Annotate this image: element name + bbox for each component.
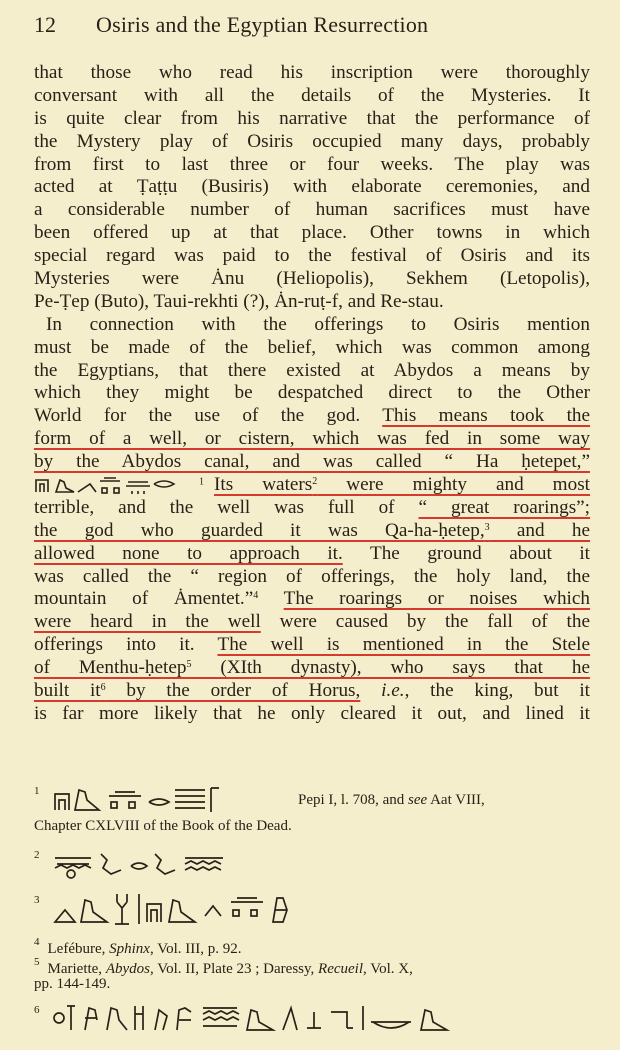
underlined-passage: This means took the [382,405,591,427]
footnote-6: 6 [34,998,491,1038]
hieroglyph-group-icon [34,474,199,498]
text-line: special regard was paid to the festival of Osiris and its [34,245,590,267]
text-line: mountain of Ȧmentet.”$^4$ The roarings or noises which [34,588,590,610]
page-header [34,8,594,42]
hieroglyph-group-icon [51,846,241,880]
text-line: been offered up at that place. Other towns in which [34,222,590,244]
text-line: Mysteries were Ȧnu (Heliopolis), Sekhem (Letopolis), [34,268,590,290]
underlined-passage: built $it^6$ by the order of Horus, [34,680,361,702]
underlined-passage: The roarings or noises which [283,588,590,610]
text-line [34,657,590,680]
running-title: Osiris and the Egyptian Resurrection [96,12,429,37]
text-line: from first to last three or four weeks. The play was [34,153,590,175]
footnote-3: 3 [34,888,381,928]
footnote-2: 2 [34,846,241,880]
text-line [34,451,590,474]
underlined-passage: allowed none to approach it. [34,542,343,564]
text-line: which they might be despatched direct to the Other [34,382,590,404]
footnote-4: $^4$ Lefébure, Sphinx, Vol. III, p. 92. [34,936,242,957]
text-line: that those who read his inscription were thoroughly [34,62,590,83]
text-line: is far more likely that he only cleared it out, and lined it [34,702,590,724]
text-line: the Mystery play of Osiris occupied many days, probably [34,130,590,152]
hieroglyph-group-icon [51,998,491,1038]
text-line: allowed none to approach it. The ground about it [34,542,590,564]
main-text [34,62,590,726]
text-line: must be made of the belief, which was common among [34,336,590,358]
underlined-passage: were heard in the well [34,611,261,633]
text-line: terrible, and the well was full of “ great roarings”; [34,496,591,518]
text-line: offerings into it. The well is mentioned in the Stele [34,634,591,656]
text-line: conversant with all the details of the Mysteries. It [34,84,590,106]
text-line: is quite clear from his narrative that the performance of [34,107,590,129]
underlined-passage: “ great roarings”; [418,496,591,518]
underlined-passage: by the Abydos canal, and was called “ Ha ḥetepet,” [34,451,590,473]
text-line: Pe-Ṭep (Buto), Taui-rekhti (?), Ȧn-ruṭ-f, and Re-stau. [34,290,444,312]
text-line: were heard in the well were caused by the fall of the [34,611,590,633]
text-line: built $it^6$ by the order of Horus, i.e., the king, but it [34,680,591,702]
text-line-hieroglyph: $^1$ Its waters$^2$ were mighty and most [34,474,590,497]
footnote-5: $^5$ Mariette, Abydos, Vol. II, Plate 23 ; Daressy, Recueil, Vol. X, [34,956,413,977]
text-line [34,520,590,543]
text-line: World for the use of the god. This means took the [34,405,591,427]
underlined-passage: the god who guarded it was Qa-ha-ḥetep,$^3$ and he [34,519,590,541]
text-line: In connection with the offerings to Osiris mention [46,313,590,335]
underlined-passage: form of a well, or cistern, which was fed in some way [34,428,590,450]
text-line: was called the “ region of offerings, the holy land, the [34,565,590,587]
footnote-1: $^1$ Pepi I, l. 708, and see Aat VIII, [34,782,590,816]
underlined-passage: The well is mentioned in the Stele [217,634,591,656]
underlined-passage: Its waters$^2$ were mighty and most [214,474,590,496]
hieroglyph-group-icon [51,782,251,816]
text-line: acted at Ṭaṭṭu (Busiris) with elaborate ceremonies, and [34,176,590,198]
text-line: the Egyptians, that there existed at Abydos a means by [34,359,590,381]
footnote-1-cont: Chapter CXLVIII of the Book of the Dead. [34,818,292,834]
text-line [34,428,590,451]
hieroglyph-group-icon [51,888,381,928]
text-line: a considerable number of human sacrifices must have [34,199,590,221]
page-number: 12 [34,12,56,37]
footnote-5-cont: pp. 144-149. [34,976,111,992]
underlined-passage: of Menthu-ḥetep$^5$ (XIth dynasty), who says that he [34,657,590,679]
